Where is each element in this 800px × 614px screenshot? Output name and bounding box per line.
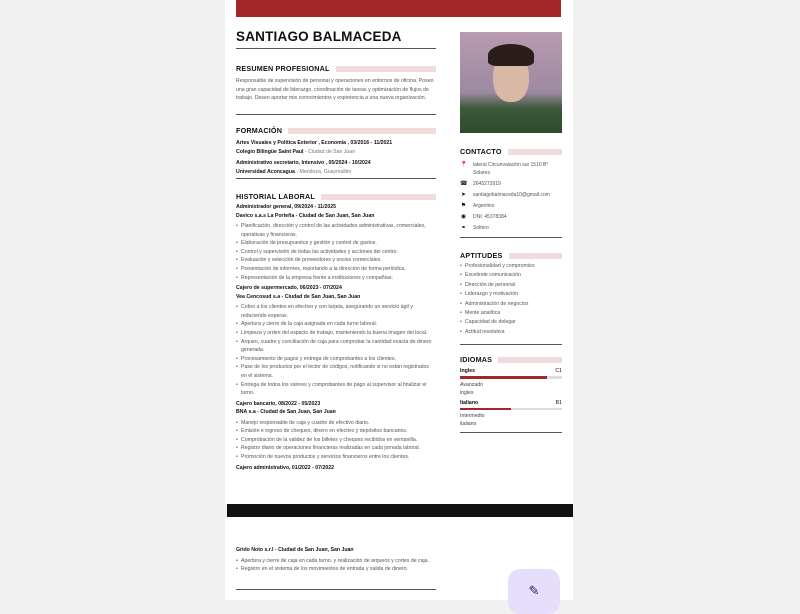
language-progress-fill: [460, 376, 547, 379]
language-desc: Intermedio: [460, 413, 485, 419]
job-task: • Entrega de todos los valores y comprobantes de pago al supervisor al finalizar el turno.: [236, 381, 436, 398]
flag-icon: ⚑: [460, 203, 467, 209]
skill-item: • Dirección de personal: [460, 281, 562, 290]
section-title: HISTORIAL LABORAL: [236, 192, 316, 201]
language-level: C1: [555, 368, 562, 374]
job-task: • Promoción de nuevos productos y servicios financieros entre los clientes.: [236, 453, 436, 462]
job-task: • Representación de la empresa frente a instituciones y compañías.: [236, 274, 436, 283]
language-desc: Avanzado: [460, 381, 483, 388]
job-task: • Apertura y cierre de caja en cada turno, y realización de arqueos y cortes de caja.: [236, 557, 436, 566]
divider: [236, 178, 436, 179]
contact-item: [460, 213, 562, 221]
job-task: • Emisión e ingreso de cheques, dinero en efectivo y depósitos bancarios.: [236, 427, 436, 436]
skill-item: • Actitud resolutiva: [460, 328, 562, 337]
skill-item: • Administración de negocios: [460, 300, 562, 309]
job-company: Davico s.a.s La Porteña - Ciudad de San Juan, San Juan: [236, 212, 375, 219]
language-name: Ingles: [460, 368, 475, 374]
divider: [460, 344, 562, 345]
rings-icon: ⚭: [460, 225, 467, 231]
header-accent-bar: [236, 0, 561, 17]
history-continued: [236, 546, 436, 574]
language-item: [460, 399, 562, 429]
skills-section: [460, 251, 562, 337]
job-company: Vea Cencosud s.a - Ciudad de San Juan, San Juan: [236, 293, 361, 300]
skill-item: • Excelente comunicación: [460, 271, 562, 280]
contact-item: [460, 202, 562, 210]
language-item: [460, 367, 562, 397]
school: Colegio Bilingüe Saint Paul: [236, 148, 304, 155]
school: Universidad Aconcagua: [236, 168, 295, 175]
divider: [236, 589, 436, 590]
contact-item: [460, 161, 562, 177]
education-section: [236, 126, 436, 176]
job-tasks: [236, 222, 436, 282]
job-task: • Presentación de informes, reportando a la dirección de forma periódica.: [236, 265, 436, 274]
language-progress: [460, 408, 562, 411]
skill-item: • Mente analítica: [460, 309, 562, 318]
language-header: [460, 367, 562, 375]
skill-item: • Capacidad de delegar: [460, 318, 562, 327]
language-header: [460, 399, 562, 407]
skill-item: • Profesionalidad y compromiso: [460, 262, 562, 271]
job-task: • Limpieza y orden del espacio de trabajo, manteniendo la buena imagen del local.: [236, 329, 436, 338]
phone-icon: ☎: [460, 181, 468, 187]
language-level: B1: [555, 399, 562, 406]
profile-photo: [460, 32, 562, 133]
contact-text: santiagobalmaceda10@gmail.com: [473, 192, 550, 198]
divider: [236, 48, 436, 49]
summary-section: [236, 64, 436, 103]
job-company: BNA s.a - Ciudad de San Juan, San Juan: [236, 409, 336, 416]
section-title: RESUMEN PROFESIONAL: [236, 64, 330, 73]
skill-item: • Liderazgo y motivación: [460, 290, 562, 299]
candidate-name: SANTIAGO BALMACEDA: [236, 29, 402, 44]
contact-section: [460, 147, 562, 235]
job-task: • Comprobación de la validez de los billetes y cheques recibidos en ventanilla.: [236, 436, 436, 445]
language-sub: ingles: [460, 389, 474, 396]
send-icon: ➤: [460, 192, 467, 198]
divider: [236, 114, 436, 115]
language-sub: italiano: [460, 421, 477, 427]
contact-text: Soltero: [473, 225, 489, 231]
summary-text: Responsable de supervisión de personal y operaciones en entornos de oficina. Poseo una gran capacidad de liderazgo, coordinación de tareas y optimización de flujos de trabajo. Deseo aportar mis conocimientos y experiencia a una nueva organización.: [236, 78, 434, 102]
contact-item: [460, 191, 562, 199]
job-task: • Control y supervisión de todas las actividades y acciones del centro.: [236, 248, 436, 257]
contact-text: Argentino: [473, 203, 495, 209]
school-place: - Mendoza, Guaymallén: [294, 168, 352, 175]
page-separator: [227, 504, 573, 517]
job-role: Cajero bancario, 08/2022 - 05/2023: [236, 400, 321, 407]
job-company: Grido Noto s.r.l - Ciudad de San Juan, San Juan: [236, 547, 354, 553]
job-task: • Elaboración de presupuestos y gestión y control de gastos.: [236, 239, 436, 248]
school-place: - Ciudad de San Juan: [303, 148, 356, 155]
contact-text: 2645273919: [473, 181, 501, 187]
job-task: • Procesamiento de pagos y entrega de comprobantes a los clientes.: [236, 355, 436, 364]
degree: Administrativo secretario, Intensivo , 05/2024 - 10/2024: [236, 160, 371, 166]
language-progress-fill: [460, 408, 511, 411]
degree: Artes Visuales y Política Exterior , Economía , 03/2016 - 11/2021: [236, 140, 393, 146]
job-task: • Apertura y cierre de la caja asignada en cada turno laboral.: [236, 320, 436, 329]
contact-item: [460, 180, 562, 188]
section-title: IDIOMAS: [460, 355, 493, 364]
job-role: Administrador general, 09/2024 - 11/2025: [236, 204, 337, 210]
language-name: Italiano: [460, 399, 479, 406]
section-title: CONTACTO: [460, 147, 502, 156]
divider: [460, 237, 562, 238]
job-task: • Evaluación y selección de proveedores y socios comerciales.: [236, 256, 436, 265]
job-task: • Arqueo, cuadre y conciliación de caja para comprobar la cantidad exacta de dinero generada.: [236, 338, 436, 355]
edit-fab-button[interactable]: [508, 569, 560, 614]
pen-icon: ✎: [528, 583, 540, 598]
location-icon: 📍: [460, 162, 468, 168]
language-progress: [460, 376, 562, 379]
job-task: • Cobro a los clientes en efectivo y con tarjeta, asegurando un servicio ágil y reduciendo esperas.: [236, 303, 436, 320]
job-task: • Planificación, dirección y control de las actividades administrativas, comerciales, operativas y financieras.: [236, 222, 436, 239]
contact-item: [460, 224, 562, 232]
job-role: Cajero administrativo, 01/2022 - 07/2022: [236, 464, 335, 471]
job-task: • Registro en el sistema de los movimientos de entrada y salida de dinero.: [236, 565, 436, 574]
section-title: FORMACIÓN: [236, 126, 283, 135]
contact-text: DNI: 45378384: [473, 214, 507, 220]
job-task: • Pase de los productos por el lector de códigos, notificando si no están registrados en el sistema.: [236, 363, 436, 380]
contact-text: lateral Circunvalación sur 1510 B° Solares: [473, 162, 549, 176]
job-task: • Registro diario de operaciones financieras realizadas en cada jornada laboral.: [236, 444, 436, 453]
section-title: APTITUDES: [460, 251, 503, 260]
languages-section: [460, 355, 562, 430]
job-task: • Manejo responsable de caja y cuadre de efectivo diario.: [236, 419, 436, 428]
job-tasks: [236, 303, 436, 398]
job-role: Cajero de supermercado, 06/2023 - 07/2024: [236, 285, 342, 292]
job-tasks: [236, 419, 436, 462]
globe-icon: ◉: [460, 214, 467, 220]
history-section: [236, 192, 436, 472]
divider: [460, 432, 562, 433]
